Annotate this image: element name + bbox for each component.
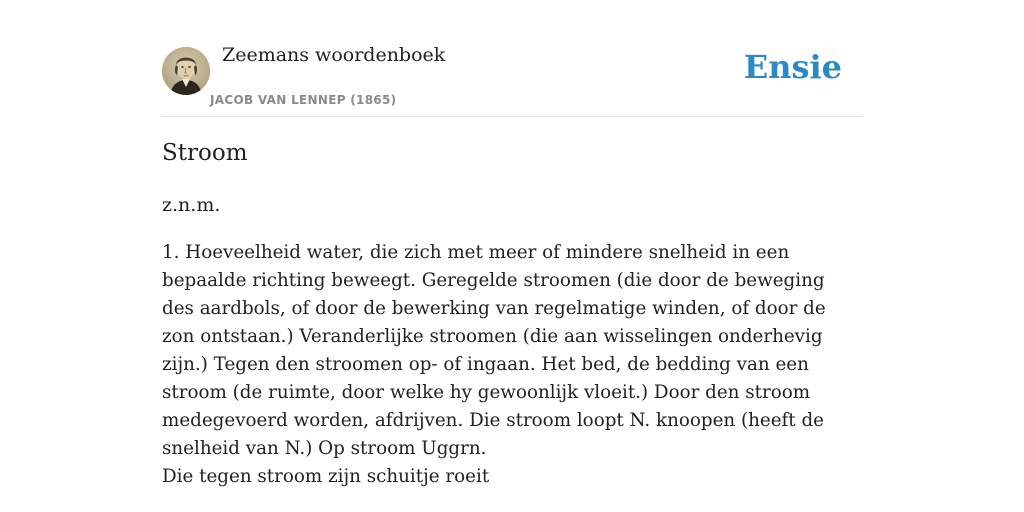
portrait-avatar-icon[interactable] (162, 47, 210, 95)
entry-term: Stroom (162, 140, 248, 166)
entry-example: Die tegen stroom zijn schuitje roeit (162, 466, 490, 487)
entry-definition: 1. Hoeveelheid water, die zich met meer of mindere snelheid in een bepaalde richting beweegt. Geregelde stroomen (die door de beweging des aardbols, of door de bewerking van regelmatige winden, of door de zon ontstaan.) Veranderlijke stroomen (die aan wisselingen onderhevig zijn.) Tegen den stroomen op- of ingaan. Het bed, de bedding van een stroom (de ruimte, door welke hy gewoonlijk vloeit.) Door den stroom medegevoerd worden, afdrijven. Die stroom loopt N. knoopen (heeft de snelheid van N.) Op stroom Uggrn. (162, 242, 826, 459)
part-of-speech: z.n.m. (162, 194, 221, 216)
ensie-logo[interactable]: Ensie (743, 48, 842, 86)
dictionary-header (162, 0, 862, 117)
dictionary-author[interactable]: JACOB VAN LENNEP (1865) (210, 93, 397, 107)
portrait-avatar-graphic (162, 47, 210, 95)
dictionary-title[interactable]: Zeemans woordenboek (222, 44, 446, 66)
entry-card (162, 0, 862, 487)
